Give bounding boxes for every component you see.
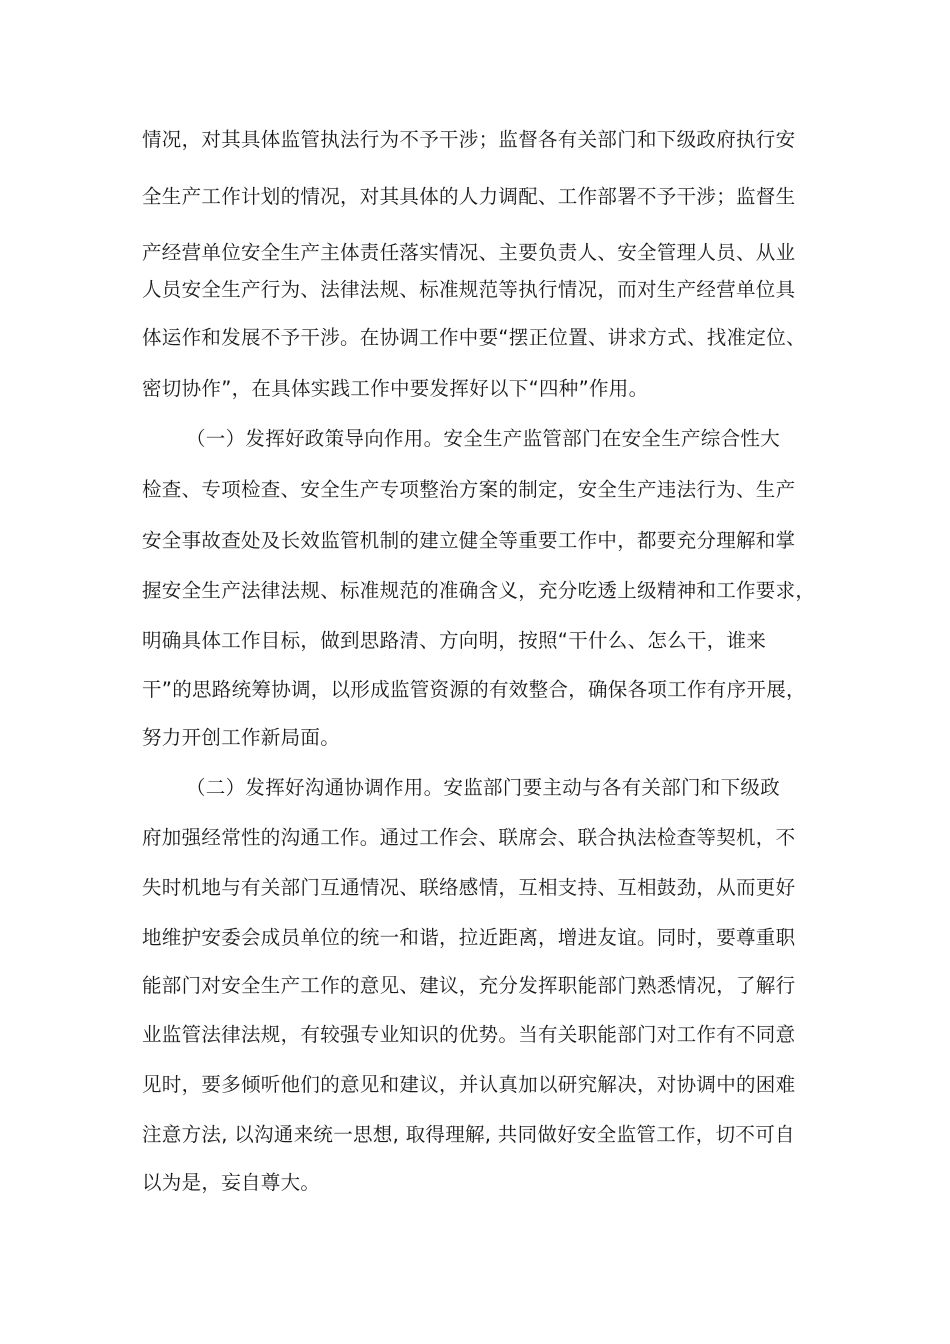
paragraph-line: 注意方法, 以沟通来统一思想, 取得理解, 共同做好安全监管工作，切不可自 (142, 1123, 795, 1146)
section-heading-line: （二）发挥好沟通协调作用。安监部门要主动与各有关部门和下级政 (186, 776, 781, 799)
paragraph-line: 努力开创工作新局面。 (142, 726, 341, 749)
paragraph-line: 产经营单位安全生产主体责任落实情况、主要负责人、安全管理人员、从业 (142, 241, 796, 264)
paragraph-line: 能部门对安全生产工作的意见、建议，充分发挥职能部门熟悉情况，了解行 (142, 974, 796, 997)
paragraph-line: 全生产工作计划的情况，对其具体的人力调配、工作部署不予干涉；监督生 (142, 185, 796, 208)
paragraph-line: 失时机地与有关部门互通情况、联络感情，互相支持、互相鼓劲，从而更好 (142, 876, 796, 899)
paragraph-line: 检查、专项检查、安全生产专项整治方案的制定，安全生产违法行为、生产 (142, 478, 796, 501)
paragraph-line: 明确具体工作目标，做到思路清、方向明，按照“干什么、怎么干，谁来 (142, 629, 767, 652)
paragraph-line: 体运作和发展不予干涉。在协调工作中要“摆正位置、讲求方式、找准定位、 (142, 326, 806, 349)
paragraph-line: 府加强经常性的沟通工作。通过工作会、联席会、联合执法检查等契机，不 (142, 826, 796, 849)
paragraph-line: 情况，对其具体监管执法行为不予干涉；监督各有关部门和下级政府执行安 (142, 128, 796, 151)
paragraph-line: 密切协作”，在具体实践工作中要发挥好以下“四种”作用。 (142, 377, 649, 400)
paragraph-line: 干”的思路统筹协调，以形成监管资源的有效整合，确保各项工作有序开展， (142, 678, 806, 701)
paragraph-line: 见时，要多倾听他们的意见和建议，并认真加以研究解决，对协调中的困难 (142, 1073, 796, 1096)
paragraph-line: 以为是，妄自尊大。 (142, 1171, 321, 1194)
paragraph-line: 地维护安委会成员单位的统一和谐，拉近距离，增进友谊。同时，要尊重职 (142, 926, 796, 949)
paragraph-line: 人员安全生产行为、法律法规、标准规范等执行情况，而对生产经营单位具 (142, 278, 796, 301)
paragraph-line: 安全事故查处及长效监管机制的建立健全等重要工作中，都要充分理解和掌 (142, 529, 796, 552)
paragraph-line: 握安全生产法律法规、标准规范的准确含义，充分吃透上级精神和工作要求， (142, 579, 816, 602)
paragraph-line: 业监管法律法规，有较强专业知识的优势。当有关职能部门对工作有不同意 (142, 1023, 796, 1046)
section-heading-line: （一）发挥好政策导向作用。安全生产监管部门在安全生产综合性大 (186, 427, 781, 450)
